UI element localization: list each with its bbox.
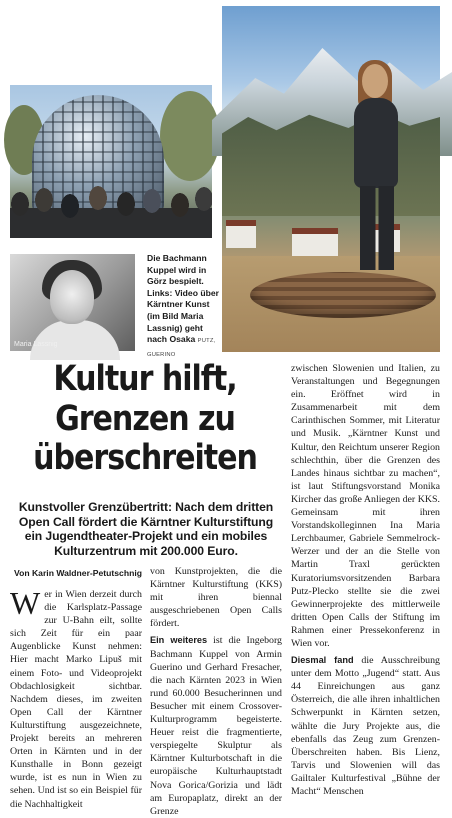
maria-lassnig-photo	[10, 254, 135, 351]
article-lead: Kunstvoller Grenzübertritt: Nach dem dritten Open Call fördert die Kärntner Kulturstiftung ein Jugendtheater-Projekt und ein mobiles Kulturzentrum mit 200.000 Euro.	[18, 500, 274, 559]
column-3-paragraph-1: zwischen Slowenien und Italien, zu Veranstaltungen und Begegnungen ein. Eröffnet wird in Zusammenarbeit mit dem Carinthischen Sommer, mit Literatur und Musik. „Kärntner Kunst und Kultur, den Reichtum unserer Region schlechthin, über die Grenzen des Landes hinaus sichtbar zu machen“, ist laut Stiftungsvorstand Monika Kircher das große Anliegen der KKS. Gemeinsam mit ihren Vorstandskolleginnen Ina Maria Lerchbaumer, Gabriele Semmelrock-Werzer und der an die Stelle von Martin Traxl gerückten Kuratoriumsvorsitzenden Barbara Putz-Plecko stellte sie die zwei Gewinnerprojekte des mittlerweile dritten Open Calls der Stiftung im Rahmen einer Pressekonferenz in Wien vor.	[291, 363, 440, 649]
photo-credit: PUTZ, GUERINO	[147, 338, 216, 358]
bachmann-dome-photo	[10, 85, 212, 238]
photo-watermark: Maria Lassnig	[14, 341, 58, 348]
article-column-2	[150, 565, 282, 817]
article-byline: Von Karin Waldner-Petutschnig	[14, 568, 142, 578]
alpine-platform-photo	[222, 6, 440, 352]
column-3-paragraph-2-text: die Ausschreibung unter dem Motto „Jugend“ statt. Aus 44 Einreichungen aus ganz Österreich, die alle ihren inhaltlichen Schwerpunkt in Kärnten setzen, wählte die Jury Projekte aus, die ebenfalls das Zeug zum Grenzen-Überschreiten haben. Bis Lienz, Tarvis und Slowenien will das Gailtaler Kulturfestival „Bühne der Macht“ Menschen	[291, 655, 440, 797]
column-2-paragraph-2-text: ist die Ingeborg Bachmann Kuppel von Armin Guerino und Gerhard Fresacher, die nach Kärnten 2023 in Wien rund 60.000 Besucherinnen und Besucher mit einem Crossover-Kulturprogramm begeisterte. Heuer reist die fragmentierte, verspiegelte Skulptur als Kärntner Kulturbotschaft in die europäische Kulturhauptstadt Nova Gorica/Gorizia und lädt am Europaplatz, direkt an der Grenze	[150, 635, 282, 817]
column-3-run-in: Diesmal fand	[291, 655, 354, 666]
column-2-run-in: Ein weiteres	[150, 635, 208, 646]
column-2-paragraph-1: von Kunstprojekten, die die Kärntner Kulturstiftung (KKS) mit ihren biennal ausgeschriebenen Open Calls fördert.	[150, 566, 282, 630]
drop-cap: W	[10, 585, 41, 621]
article-column-1	[10, 585, 142, 810]
caption-text: Die Bachmann Kuppel wird in Görz bespielt. Links: Video über Kärntner Kunst (im Bild Maria Lassnig) geht nach Osaka	[147, 253, 219, 345]
photo-caption	[147, 253, 219, 361]
column-1-text: er in Wien derzeit durch die Karlsplatz-Passage zur U-Bahn eilt, sollte sich Zeit für ein paar Augenblicke Kunst nehmen: Hier macht Marko Lipuš mit einem Foto- und Videoprojekt Obdachlosigkeit sichtbar. Nachdem dieses, im zweiten Open Call der Kärntner Kulturstiftung ausgezeichnete, Projekt bereits an mehreren Orten in Kärnten und in der Kunsthalle in Bonn gezeigt wurde, ist es nun in Wien zu sehen. Und ist so ein Beispiel für die Nachhaltigkeit	[10, 589, 142, 810]
column-3-paragraph-2	[291, 654, 440, 798]
article-column-3	[291, 362, 440, 797]
column-2-paragraph-2	[150, 634, 282, 817]
article-headline: Kultur hilft, Grenzen zu überschreiten	[33, 359, 257, 478]
